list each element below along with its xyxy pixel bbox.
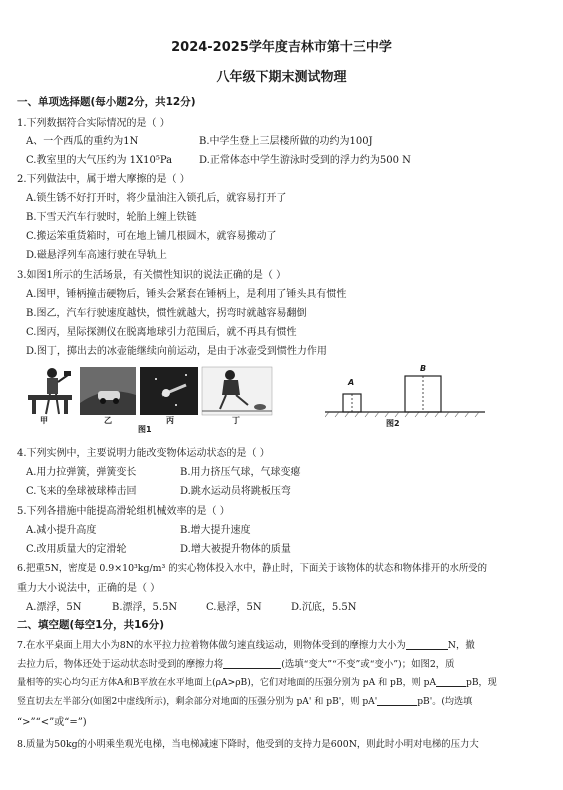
- question-7-line-4: [17, 694, 472, 707]
- question-7-line-3: [17, 675, 497, 688]
- question-5-option-b: B.增大提升速度: [180, 525, 251, 536]
- question-4-option-c: C.飞来的垒球被球棒击回: [26, 486, 137, 497]
- question-5-option-a: A.减小提升高度: [26, 525, 97, 536]
- question-7-line-3-text: 量相等的实心均匀正方体A和B平放在水平地面上(ρA>ρB)，它们对地面的压强分别为 pA 和 pB，则 pA: [17, 678, 437, 688]
- figure-1-label-yi: 乙: [104, 416, 112, 425]
- question-6-option-a: A.漂浮，5N: [26, 602, 82, 613]
- question-7-blank-2[interactable]: [223, 658, 281, 669]
- figure-2-caption: 图2: [386, 419, 400, 428]
- question-5-stem: 5.下列各措施中能提高滑轮组机械效率的是（ ）: [17, 506, 230, 517]
- question-6-option-c: C.悬浮，5N: [206, 602, 262, 613]
- question-3-option-c: C.图丙，星际探测仪在脱离地球引力范围后，就不再具有惯性: [26, 327, 297, 338]
- figure-1-caption: 图1: [138, 425, 152, 434]
- question-1-option-c: C.教室里的大气压约为 1X10⁵Pa: [26, 155, 173, 166]
- question-7-blank-1[interactable]: [406, 639, 448, 650]
- question-7-line-4-tail: pB'。(均选填: [417, 697, 473, 707]
- question-8-line-1: 8.质量为50kg的小明乘坐观光电梯，当电梯减速下降时，他受到的支持力是600N，则此时小明对电梯的压力大: [17, 739, 479, 750]
- question-5-option-d: D.增大被提升物体的质量: [180, 544, 291, 555]
- question-7-line-1-text: 7.在水平桌面上用大小为8N的水平拉力拉着物体做匀速直线运动，则物体受到的摩擦力大小为: [17, 640, 406, 651]
- question-3-stem: 3.如图1所示的生活场景，有关惯性知识的说法正确的是（ ）: [17, 270, 287, 281]
- question-3-option-a: A.图甲，锤柄撞击硬物后，锤头会紧套在锤柄上，是利用了锤头具有惯性: [26, 289, 347, 300]
- question-7-line-2: [17, 656, 455, 670]
- figure-1-panel-yi: [80, 367, 136, 415]
- question-7-line-3-tail: pB，现: [466, 678, 497, 688]
- question-1-stem: 1.下列数据符合实际情况的是（ ）: [17, 118, 170, 129]
- question-3-option-b: B.图乙，汽车行驶速度越快，惯性就越大，拐弯时就越容易翻倒: [26, 308, 307, 319]
- question-7-line-1: [17, 637, 475, 651]
- question-7-line-5: “>”“<”或“=”): [17, 717, 87, 728]
- question-6-option-d: D.沉底，5.5N: [291, 602, 357, 613]
- question-6-stem-line-1: 6.把重5N，密度是 0.9×10³kg/m³ 的实心物体投入水中，静止时，下面关于该物体的状态和物体排开的水所受的: [17, 563, 488, 574]
- exam-subject-title: 八年级下期末测试物理: [216, 70, 347, 85]
- figure-2-label-a: A: [348, 378, 355, 387]
- question-4-stem: 4.下列实例中，主要说明力能改变物体运动状态的是（ ）: [17, 448, 270, 459]
- exam-school-title: 2024-2025学年度吉林市第十三中学: [171, 40, 392, 55]
- question-7-line-2-tail: (选填“变大”“不变”或“变小”)；如图2，质: [281, 659, 455, 670]
- figure-2: [325, 362, 485, 422]
- question-7-blank-4[interactable]: [377, 695, 417, 706]
- question-2-stem: 2.下列做法中，属于增大摩擦的是（ ）: [17, 174, 190, 185]
- question-4-option-b: B.用力挤压气球，气球变瘪: [180, 467, 301, 478]
- figure-1-label-jia: 甲: [40, 416, 48, 425]
- question-4-option-a: A.用力拉弹簧，弹簧变长: [26, 467, 137, 478]
- figure-1-panel-bing: [140, 367, 198, 415]
- question-2-option-c: C.搬运笨重货箱时，可在地上铺几根圆木，就容易搬动了: [26, 231, 277, 242]
- figure-2-blocks: [325, 362, 485, 422]
- question-2-option-a: A.锁生锈不好打开时，将少量油注入锁孔后，就容易打开了: [26, 193, 287, 204]
- question-1-option-d: D.正常体态中学生游泳时受到的浮力约为500 N: [199, 155, 411, 166]
- section-heading-fill: 二、填空题(每空1分，共16分): [17, 619, 165, 631]
- question-6-stem-line-2: 重力大小说法中，正确的是（ ）: [17, 583, 161, 594]
- figure-1-panel-jia: [28, 368, 72, 414]
- question-7-blank-3[interactable]: [436, 676, 466, 687]
- question-7-line-1-tail: N，撤: [447, 640, 475, 651]
- figure-1: [26, 365, 274, 433]
- question-5-option-c: C.改用质量大的定滑轮: [26, 544, 127, 555]
- question-2-option-d: D.磁悬浮列车高速行驶在导轨上: [26, 250, 167, 261]
- question-2-option-b: B.下雪天汽车行驶时，轮胎上缠上铁链: [26, 212, 197, 223]
- figure-1-panel-ding: [202, 367, 272, 415]
- question-1-option-a: A、一个西瓜的重约为1N: [26, 136, 139, 147]
- figure-1-label-bing: 丙: [166, 416, 174, 425]
- question-1-option-b: B.中学生登上三层楼所做的功约为100J: [199, 136, 373, 147]
- figure-1-label-ding: 丁: [232, 416, 240, 425]
- question-7-line-4-text: 竖直切去左半部分(如图2中虚线所示)，剩余部分对地面的压强分别为 pA' 和 pB'，则 pA': [17, 697, 378, 707]
- question-3-option-d: D.图丁，掷出去的冰壶能继续向前运动，是由于冰壶受到惯性力作用: [26, 346, 327, 357]
- figure-2-label-b: B: [420, 364, 427, 373]
- question-7-line-2-text: 去拉力后，物体还处于运动状态时受到的摩擦力将: [17, 659, 224, 670]
- question-6-option-b: B.漂浮，5.5N: [112, 602, 178, 613]
- section-heading-choice: 一、单项选择题(每小题2分，共12分): [17, 96, 196, 108]
- question-4-option-d: D.跳水运动员将跳板压弯: [180, 486, 291, 497]
